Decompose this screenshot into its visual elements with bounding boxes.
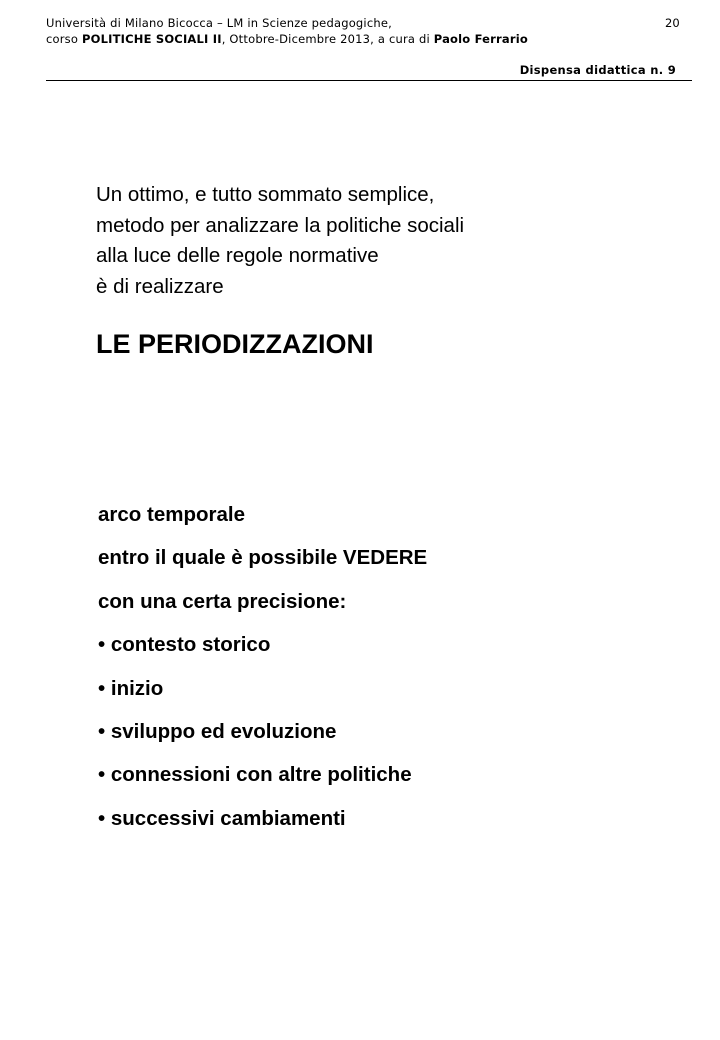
definition-line: entro il quale è possibile VEDERE (98, 546, 428, 570)
bullet-item: • inizio (98, 676, 164, 700)
page-number: 20 (665, 16, 680, 30)
intro-line: Un ottimo, e tutto sommato semplice, (96, 183, 435, 206)
dispensa-label: Dispensa didattica n. 9 (519, 63, 676, 77)
header-divider (46, 80, 692, 81)
header-university-line: Università di Milano Bicocca – LM in Scienze pedagogiche, (46, 16, 392, 30)
intro-paragraph (96, 180, 656, 302)
bullet-item: • successivi cambiamenti (98, 806, 346, 830)
bullet-item: • connessioni con altre politiche (98, 763, 412, 787)
definition-line: con una certa precisione: (98, 589, 347, 613)
intro-line: metodo per analizzare la politiche sociali (96, 213, 465, 237)
header-course-name: POLITICHE SOCIALI II (81, 32, 222, 46)
bullet-item: • sviluppo ed evoluzione (98, 719, 337, 743)
header-course-prefix: corso (46, 32, 82, 46)
intro-line: è di realizzare (96, 274, 224, 298)
section-title: LE PERIODIZZAZIONI (96, 329, 374, 359)
page-header (46, 15, 686, 47)
header-course-dates: , Ottobre-Dicembre 2013, a cura di (221, 32, 434, 46)
intro-line: alla luce delle regole normative (96, 244, 379, 267)
definition-line: arco temporale (98, 503, 245, 526)
header-author: Paolo Ferrario (433, 32, 528, 46)
header-course-line (46, 31, 686, 47)
bullet-item: • contesto storico (98, 633, 271, 657)
definition-list (98, 500, 658, 847)
